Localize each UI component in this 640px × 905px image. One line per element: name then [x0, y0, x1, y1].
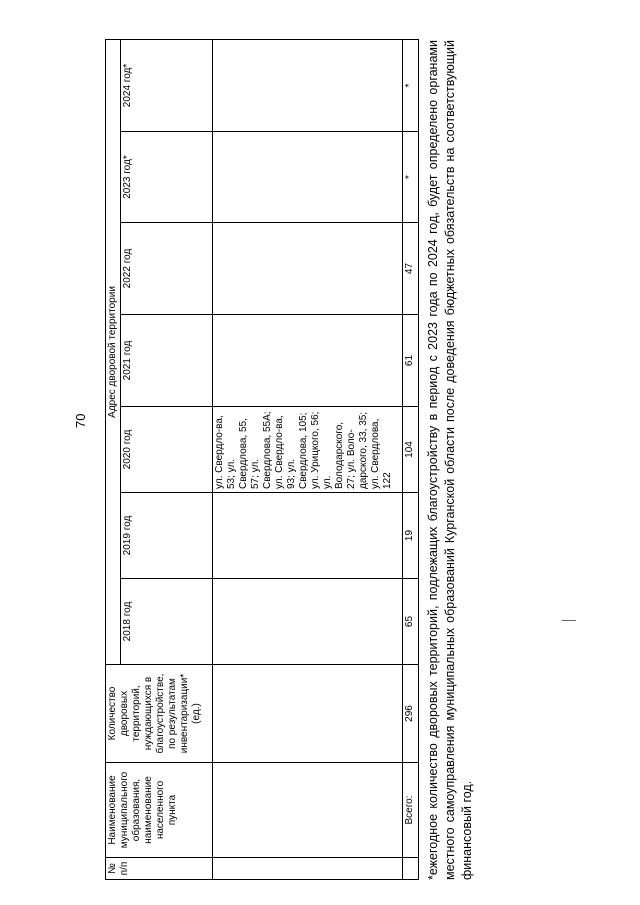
total-value: *: [403, 39, 419, 131]
total-value: 61: [403, 315, 419, 407]
header-year: 2019 год: [121, 493, 213, 579]
row-cell: [213, 579, 403, 665]
total-value: *: [403, 132, 419, 223]
address-cell-2020: ул. Свердло-ва, 53; ул. Свердлова, 55, 57; ул. Свердлова, 55А; ул. Свердло-ва, 93; ул. Свердлова, 105; ул. Урицкого, 56; ул. Володарского, 27; ул. Воло-дарского, 33, 35; ул. Свердлова, 122: [213, 407, 403, 493]
total-value: 19: [403, 493, 419, 579]
total-value: 65: [403, 579, 419, 665]
total-label: Всего:: [403, 763, 419, 858]
header-year: 2018 год: [121, 579, 213, 665]
row-municipality: [213, 763, 403, 858]
header-address-group: Адрес дворовой территории: [106, 39, 121, 664]
row-quantity: [213, 665, 403, 763]
yard-territories-table: [105, 39, 419, 880]
header-municipality: Наименование муниципального образования, наименование населенного пункта: [106, 763, 213, 858]
total-quantity: 296: [403, 665, 419, 763]
row-cell: [213, 132, 403, 223]
total-row: [403, 39, 419, 879]
total-value: 104: [403, 407, 419, 493]
header-year: 2023 год*: [121, 132, 213, 223]
row-num: [213, 858, 403, 880]
total-value: 47: [403, 223, 419, 315]
header-year: 2020 год: [121, 407, 213, 493]
row-cell: [213, 493, 403, 579]
rotated-sheet: [105, 40, 560, 880]
row-cell: [213, 315, 403, 407]
header-num: № п/п: [106, 858, 213, 880]
header-year: 2024 год*: [121, 39, 213, 131]
table-row: [213, 39, 403, 879]
total-num: [403, 858, 419, 880]
footnote: *ежегодное количество дворовых территорий, подлежащих благоустройству в период с 2023 года по 2024 год, будет определено органами местного самоуправления муниципальных образований Курганской области после доведения бюджетных обязательств на соответствующий финансовый год.: [426, 40, 474, 880]
row-cell: [213, 39, 403, 131]
row-cell: [213, 223, 403, 315]
header-year: 2021 год: [121, 315, 213, 407]
scan-mark: [562, 620, 576, 621]
header-quantity: Количество дворовых территорий, нуждающихся в благоустройстве, по результатам инвентаризации* (ед.): [106, 665, 213, 763]
header-year: 2022 год: [121, 223, 213, 315]
page-number: 70: [73, 413, 88, 428]
